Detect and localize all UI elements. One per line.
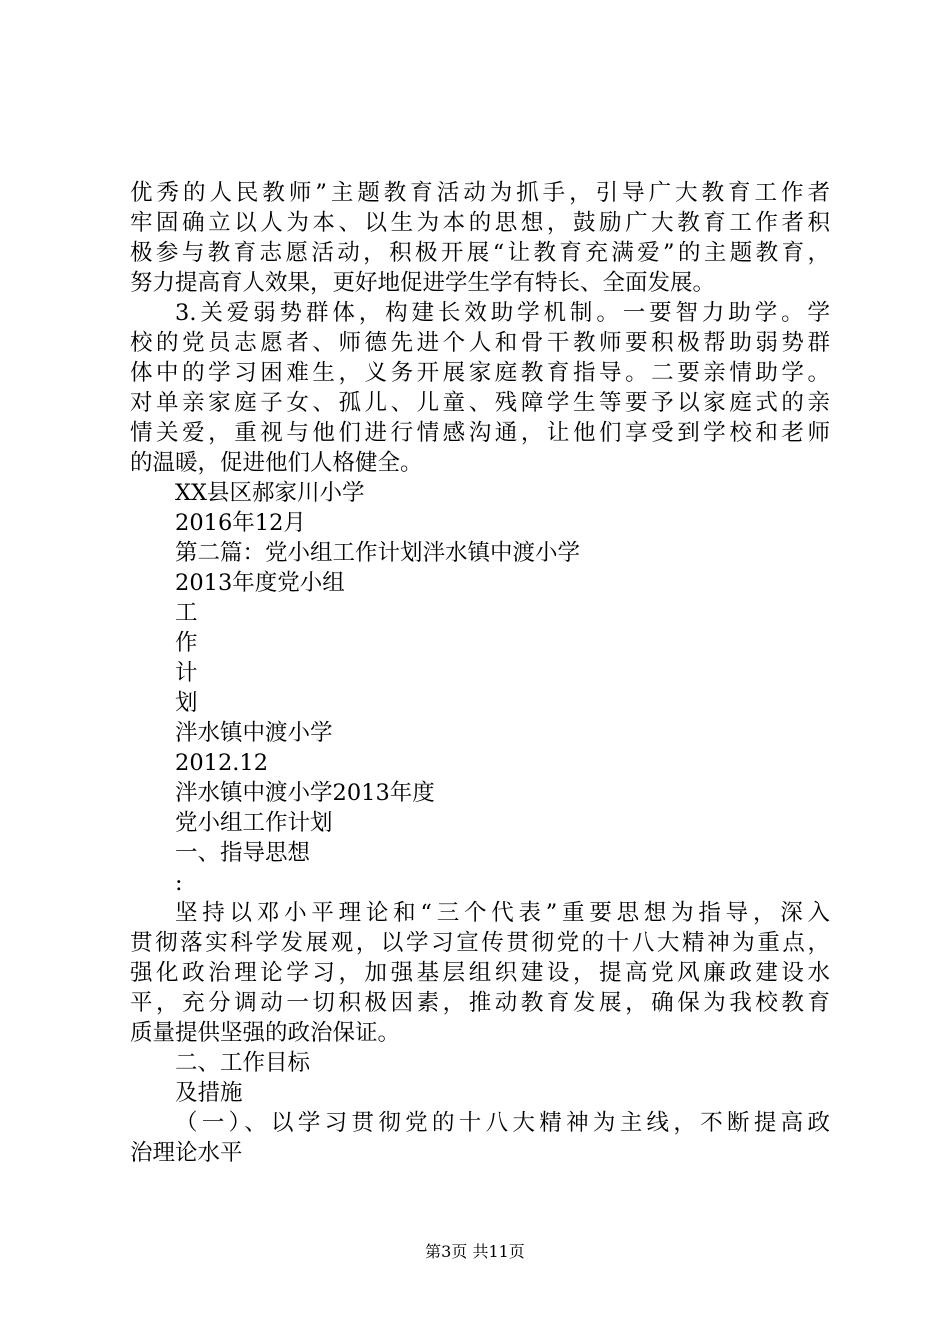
text-line: 贯彻落实科学发展观，以学习宣传贯彻党的十八大精神为重点， [130,930,830,956]
text-line: 优秀的人民教师”主题教育活动为抓手，引导广大教育工作者 [130,180,830,206]
text-line: 质量提供坚强的政治保证。 [130,1020,401,1046]
text-line: 努力提高育人效果，更好地促进学生学有特长、全面发展。 [130,270,716,296]
text-line: 泮水镇中渡小学2013年度 [175,780,435,806]
document-body [130,178,830,1168]
text-line: 泮水镇中渡小学 [175,720,333,746]
text-line: 极参与教育志愿活动，积极开展“让教育充满爱”的主题教育， [130,240,830,266]
text-line: 第二篇：党小组工作计划泮水镇中渡小学 [175,540,581,566]
text-line: 治理论水平 [130,1140,243,1166]
text-line: 强化政治理论学习，加强基层组织建设，提高党风廉政建设水 [130,960,830,986]
text-line: 2013年度党小组 [175,570,345,596]
text-line: 党小组工作计划 [175,810,333,836]
text-line: 及措施 [175,1080,243,1106]
text-line: 计 [175,660,198,686]
text-line: 3.关爱弱势群体，构建长效助学机制。一要智力助学。学 [175,300,830,326]
text-line: 情关爱，重视与他们进行情感沟通，让他们享受到学校和老师 [130,420,830,446]
text-line: 2012.12 [175,750,269,776]
page-footer: 第3页 共11页 [425,1242,525,1261]
text-line: 平，充分调动一切积极因素，推动教育发展，确保为我校教育 [130,990,830,1016]
text-line: 作 [175,630,198,656]
text-line: 2016年12月 [175,510,306,536]
text-line: 二、工作目标 [175,1050,311,1076]
text-line: （一）、以学习贯彻党的十八大精神为主线，不断提高政 [175,1110,830,1136]
text-line: : [175,870,183,896]
text-line: 体中的学习困难生，义务开展家庭教育指导。二要亲情助学。 [130,360,830,386]
text-line: 一、指导思想 [175,840,311,866]
text-line: XX县区郝家川小学 [175,480,365,506]
text-line: 工 [175,600,198,626]
text-line: 的温暖，促进他们人格健全。 [130,450,423,476]
text-line: 牢固确立以人为本、以生为本的思想，鼓励广大教育工作者积 [130,210,830,236]
text-line: 坚持以邓小平理论和“三个代表”重要思想为指导，深入 [175,900,830,926]
text-line: 校的党员志愿者、师德先进个人和骨干教师要积极帮助弱势群 [130,330,830,356]
text-line: 划 [175,690,198,716]
text-line: 对单亲家庭子女、孤儿、儿童、残障学生等要予以家庭式的亲 [130,390,830,416]
